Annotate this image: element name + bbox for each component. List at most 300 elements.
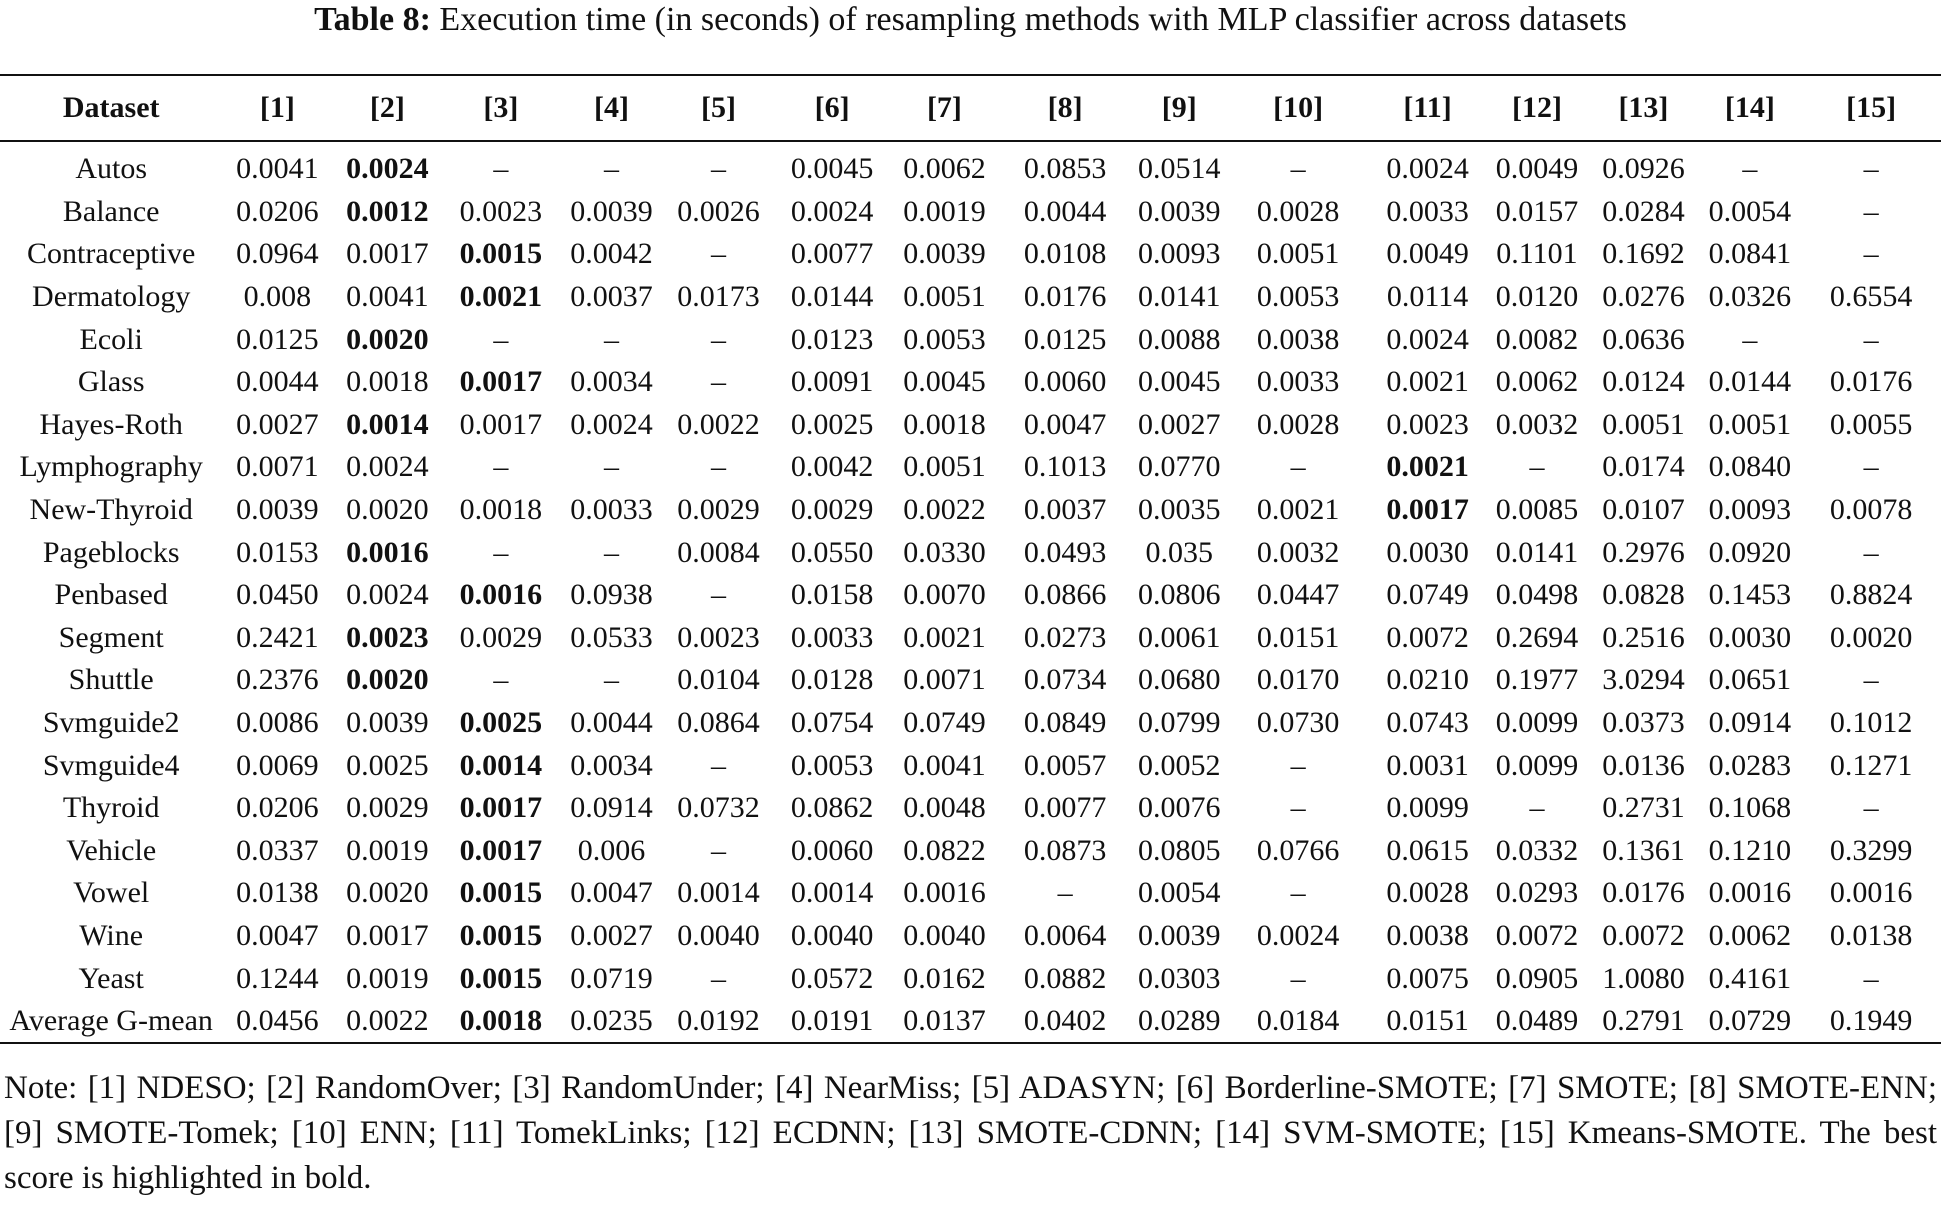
value-cell: 0.1210 <box>1708 833 1792 867</box>
value-cell: 0.0070 <box>903 578 986 612</box>
value-cell: 0.0805 <box>1137 833 1221 867</box>
value-cell: 0.0069 <box>236 748 319 782</box>
dataset-name-cell: Contraceptive <box>27 237 196 271</box>
value-cell: 0.0141 <box>1495 535 1579 569</box>
dataset-name-cell: Wine <box>79 918 144 952</box>
value-cell: 0.0615 <box>1386 833 1469 867</box>
value-cell: 0.0029 <box>459 620 543 654</box>
value-cell: 0.0014 <box>677 876 760 910</box>
value-cell: 0.0206 <box>236 791 319 825</box>
value-cell: 0.0550 <box>790 535 874 569</box>
value-cell: 0.0450 <box>236 578 319 612</box>
value-cell: 0.0055 <box>1829 407 1913 441</box>
value-cell: – <box>711 322 727 356</box>
column-header-method: [6] <box>814 91 850 124</box>
value-cell: 0.0051 <box>1256 237 1340 271</box>
value-cell: 0.0042 <box>570 237 653 271</box>
value-cell: – <box>493 663 509 697</box>
table-row <box>0 404 1941 447</box>
value-cell: 0.0029 <box>790 493 874 527</box>
value-cell: – <box>1290 748 1306 782</box>
value-cell: 0.0038 <box>1256 322 1340 356</box>
value-cell: 0.0027 <box>236 407 319 441</box>
value-cell: 0.0020 <box>346 876 429 910</box>
value-cell: 0.0680 <box>1137 663 1221 697</box>
table-row <box>0 915 1941 958</box>
dataset-name-cell: Ecoli <box>79 322 143 356</box>
value-cell: 0.0173 <box>677 280 760 314</box>
value-cell: 0.2976 <box>1602 535 1685 569</box>
value-cell: – <box>603 322 619 356</box>
table-row <box>0 702 1941 745</box>
value-cell: 0.0033 <box>1386 194 1469 228</box>
value-cell: 0.0108 <box>1023 237 1107 271</box>
value-cell: 0.0099 <box>1495 748 1579 782</box>
value-cell: 0.0125 <box>236 322 319 356</box>
value-cell: 0.0151 <box>1256 620 1340 654</box>
value-cell: 0.0037 <box>1023 493 1107 527</box>
value-cell: 0.0062 <box>1708 918 1792 952</box>
value-cell: 0.0030 <box>1708 620 1792 654</box>
value-cell: – <box>1290 152 1306 186</box>
dataset-name-cell: Penbased <box>54 578 168 612</box>
value-cell: 0.0033 <box>1256 365 1340 399</box>
value-cell: 0.0018 <box>346 365 429 399</box>
value-cell: 0.0029 <box>346 791 429 825</box>
value-cell: 0.0017 <box>346 237 429 271</box>
value-cell: 0.6554 <box>1829 280 1913 314</box>
dataset-name-cell: Yeast <box>78 961 144 995</box>
value-cell: 0.0964 <box>236 237 319 271</box>
value-cell: 0.0157 <box>1495 194 1579 228</box>
table-row <box>0 318 1941 361</box>
value-cell: 0.0060 <box>790 833 874 867</box>
value-cell: 0.2376 <box>236 663 319 697</box>
value-cell: 0.0920 <box>1708 535 1792 569</box>
value-cell: 0.0049 <box>1386 237 1469 271</box>
value-cell: 0.0402 <box>1023 1004 1107 1038</box>
value-cell: 0.0099 <box>1495 706 1579 740</box>
table-row <box>0 1000 1941 1044</box>
value-cell: 0.0019 <box>346 833 429 867</box>
value-cell: 0.1244 <box>236 961 319 995</box>
value-cell: 0.0828 <box>1602 578 1685 612</box>
value-cell: 0.0077 <box>790 237 874 271</box>
table-note: Note: [1] NDESO; [2] RandomOver; [3] RandomUnder; [4] NearMiss; [5] ADASYN; [6] Borderline-SMOTE; [7] SMOTE; [8] SMOTE-ENN; [9] SMOTE-Tomek; [10] ENN; [11] TomekLinks; [12] ECDNN; [13] SMOTE-CDNN; [14] SVM-SMOTE; [15] Kmeans-SMOTE. The best score is highlighted in bold. <box>4 1070 1937 1196</box>
value-cell: – <box>493 535 509 569</box>
value-cell: 0.0770 <box>1137 450 1221 484</box>
column-header-method: [4] <box>594 91 629 124</box>
value-cell: – <box>1863 535 1879 569</box>
value-cell: 0.0651 <box>1708 663 1792 697</box>
value-cell: 0.0051 <box>1602 407 1685 441</box>
value-cell: 0.1068 <box>1708 791 1792 825</box>
value-cell: 0.0040 <box>903 918 986 952</box>
value-cell: 0.1949 <box>1829 1004 1913 1038</box>
table-row <box>0 787 1941 830</box>
value-cell: 0.0044 <box>1023 194 1107 228</box>
value-cell: 0.0806 <box>1137 578 1221 612</box>
value-cell: 0.0749 <box>903 706 986 740</box>
value-cell: 0.0373 <box>1602 706 1685 740</box>
value-cell: 0.0174 <box>1602 450 1685 484</box>
table-header <box>0 75 1941 141</box>
value-cell: 0.0037 <box>570 280 653 314</box>
value-cell: 0.0730 <box>1256 706 1340 740</box>
value-cell: 0.0085 <box>1495 493 1579 527</box>
value-cell: 0.0048 <box>903 791 986 825</box>
column-header-method: [9] <box>1161 91 1197 124</box>
value-cell: – <box>1742 152 1758 186</box>
value-cell: – <box>1863 152 1879 186</box>
column-header-method: [8] <box>1047 91 1083 124</box>
value-cell: 0.0012 <box>346 194 429 228</box>
value-cell: 0.0019 <box>346 961 429 995</box>
value-cell: 0.8824 <box>1829 578 1913 612</box>
value-cell: 0.0905 <box>1495 961 1579 995</box>
value-cell: 0.0088 <box>1137 322 1221 356</box>
value-cell: 0.0044 <box>236 365 319 399</box>
value-cell: 0.1012 <box>1829 706 1913 740</box>
value-cell: 0.0047 <box>236 918 319 952</box>
value-cell: 0.0028 <box>1256 194 1340 228</box>
value-cell: 0.0138 <box>236 876 319 910</box>
table-row <box>0 446 1941 489</box>
table-row <box>0 531 1941 574</box>
value-cell: 0.1013 <box>1023 450 1107 484</box>
value-cell: 0.0023 <box>346 620 429 654</box>
value-cell: 0.0144 <box>790 280 874 314</box>
value-cell: 0.0456 <box>236 1004 319 1038</box>
value-cell: 0.0022 <box>346 1004 429 1038</box>
value-cell: 0.0038 <box>1386 918 1469 952</box>
value-cell: 0.0337 <box>236 833 319 867</box>
value-cell: – <box>1290 791 1306 825</box>
value-cell: 0.0017 <box>346 918 429 952</box>
value-cell: 0.0882 <box>1023 961 1107 995</box>
dataset-name-cell: Thyroid <box>62 791 160 825</box>
value-cell: 0.0024 <box>1386 152 1469 186</box>
value-cell: 0.0853 <box>1023 152 1107 186</box>
value-cell: 0.2516 <box>1602 620 1685 654</box>
value-cell: 0.0044 <box>570 706 653 740</box>
value-cell: 0.0020 <box>1829 620 1913 654</box>
value-cell: 0.0025 <box>346 748 429 782</box>
value-cell: – <box>1290 876 1306 910</box>
value-cell: 0.0062 <box>903 152 986 186</box>
value-cell: 0.0039 <box>570 194 653 228</box>
value-cell: 0.0014 <box>790 876 874 910</box>
value-cell: 0.0514 <box>1137 152 1221 186</box>
value-cell: – <box>1863 194 1879 228</box>
value-cell: 0.1453 <box>1708 578 1792 612</box>
value-cell: 0.0086 <box>236 706 319 740</box>
dataset-name-cell: Pageblocks <box>42 535 180 569</box>
value-cell: 0.0093 <box>1708 493 1792 527</box>
value-cell: 0.008 <box>243 280 312 314</box>
value-cell: – <box>711 450 727 484</box>
value-cell: – <box>711 237 727 271</box>
dataset-name-cell: Dermatology <box>32 280 191 314</box>
value-cell: 0.0071 <box>236 450 319 484</box>
value-cell: 0.0024 <box>346 152 429 186</box>
value-cell: 0.0078 <box>1829 493 1913 527</box>
table-row <box>0 233 1941 276</box>
value-cell: 0.0035 <box>1137 493 1221 527</box>
value-cell: 0.0084 <box>677 535 760 569</box>
value-cell: 0.0332 <box>1495 833 1579 867</box>
value-cell: 0.0047 <box>570 876 653 910</box>
value-cell: 0.0017 <box>459 407 543 441</box>
value-cell: 0.0144 <box>1708 365 1792 399</box>
value-cell: 0.0864 <box>677 706 760 740</box>
value-cell: 0.0015 <box>459 237 543 271</box>
value-cell: 0.0032 <box>1256 535 1340 569</box>
value-cell: 0.0053 <box>790 748 874 782</box>
value-cell: – <box>1863 237 1879 271</box>
value-cell: 0.0049 <box>1495 152 1579 186</box>
table-row <box>0 872 1941 915</box>
value-cell: 0.0024 <box>1386 322 1469 356</box>
value-cell: 0.0636 <box>1602 322 1685 356</box>
value-cell: 0.0153 <box>236 535 319 569</box>
value-cell: – <box>711 578 727 612</box>
value-cell: 0.2694 <box>1495 620 1579 654</box>
column-header-method: [12] <box>1512 91 1562 124</box>
value-cell: 0.0289 <box>1137 1004 1221 1038</box>
value-cell: 0.0120 <box>1495 280 1579 314</box>
dataset-name-cell: Svmguide2 <box>42 706 180 740</box>
column-header-dataset: Dataset <box>62 91 160 124</box>
value-cell: 0.0018 <box>459 1004 543 1038</box>
table-row <box>0 574 1941 617</box>
value-cell: 0.0021 <box>1386 365 1469 399</box>
value-cell: 0.0061 <box>1137 620 1221 654</box>
value-cell: 0.0938 <box>570 578 653 612</box>
value-cell: 0.0023 <box>1386 407 1469 441</box>
value-cell: – <box>1863 663 1879 697</box>
value-cell: 0.0093 <box>1137 237 1221 271</box>
value-cell: 0.0021 <box>1386 450 1469 484</box>
table-body <box>0 141 1941 1043</box>
value-cell: 0.0052 <box>1137 748 1221 782</box>
value-cell: 0.0082 <box>1495 322 1579 356</box>
value-cell: 0.035 <box>1145 535 1213 569</box>
value-cell: 0.0210 <box>1386 663 1469 697</box>
value-cell: 0.0447 <box>1256 578 1340 612</box>
value-cell: – <box>1529 450 1545 484</box>
value-cell: 0.0039 <box>346 706 429 740</box>
value-cell: 0.0045 <box>903 365 986 399</box>
value-cell: 0.0015 <box>459 918 543 952</box>
value-cell: 0.0053 <box>1256 280 1340 314</box>
table-row <box>0 957 1941 1000</box>
table-row <box>0 141 1941 191</box>
value-cell: 0.0054 <box>1708 194 1792 228</box>
value-cell: 0.0914 <box>1708 706 1792 740</box>
value-cell: 0.0136 <box>1602 748 1685 782</box>
value-cell: – <box>1290 450 1306 484</box>
value-cell: 0.1271 <box>1829 748 1913 782</box>
value-cell: 0.0016 <box>1829 876 1913 910</box>
value-cell: – <box>1863 961 1879 995</box>
dataset-name-cell: Glass <box>77 365 145 399</box>
value-cell: 0.0032 <box>1495 407 1579 441</box>
value-cell: 0.0729 <box>1708 1004 1792 1038</box>
caption-text: Execution time (in seconds) of resampling methods with MLP classifier across datasets <box>439 1 1627 38</box>
value-cell: 0.0039 <box>236 493 319 527</box>
value-cell: 0.0072 <box>1386 620 1469 654</box>
value-cell: 0.0873 <box>1023 833 1107 867</box>
value-cell: 0.0016 <box>459 578 543 612</box>
table-row <box>0 489 1941 532</box>
dataset-name-cell: Svmguide4 <box>42 748 180 782</box>
value-cell: 0.0027 <box>570 918 653 952</box>
results-table-container <box>0 74 1941 1044</box>
column-header-method: [7] <box>926 91 962 124</box>
value-cell: 0.0107 <box>1602 493 1685 527</box>
value-cell: 0.0493 <box>1023 535 1107 569</box>
table-row <box>0 361 1941 404</box>
value-cell: 0.0051 <box>903 450 986 484</box>
value-cell: 0.0124 <box>1602 365 1685 399</box>
value-cell: 0.0330 <box>903 535 986 569</box>
column-header-method: [1] <box>259 91 295 124</box>
value-cell: 0.0192 <box>677 1004 760 1038</box>
value-cell: 0.0028 <box>1256 407 1340 441</box>
table-caption <box>0 0 1941 44</box>
value-cell: – <box>1863 322 1879 356</box>
value-cell: 0.0191 <box>790 1004 874 1038</box>
value-cell: 0.0020 <box>346 493 429 527</box>
value-cell: 0.0024 <box>570 407 653 441</box>
value-cell: 0.0075 <box>1386 961 1469 995</box>
value-cell: 0.1361 <box>1602 833 1685 867</box>
value-cell: 0.0137 <box>903 1004 986 1038</box>
value-cell: 0.0071 <box>903 663 986 697</box>
dataset-name-cell: Shuttle <box>68 663 154 697</box>
value-cell: – <box>603 535 619 569</box>
value-cell: 0.0017 <box>459 791 543 825</box>
dataset-name-cell: Balance <box>62 194 160 228</box>
value-cell: 0.0034 <box>570 365 653 399</box>
value-cell: 0.0040 <box>677 918 760 952</box>
value-cell: 0.0498 <box>1495 578 1579 612</box>
value-cell: 0.0024 <box>346 450 429 484</box>
value-cell: 0.0045 <box>1137 365 1221 399</box>
value-cell: 0.0719 <box>570 961 653 995</box>
value-cell: 0.0029 <box>677 493 760 527</box>
value-cell: 0.0023 <box>459 194 543 228</box>
value-cell: – <box>711 961 727 995</box>
value-cell: 0.0028 <box>1386 876 1469 910</box>
results-table <box>0 74 1941 1044</box>
table-row <box>0 659 1941 702</box>
column-header-method: [5] <box>701 91 737 124</box>
value-cell: 0.0014 <box>459 748 543 782</box>
value-cell: 0.0051 <box>1708 407 1792 441</box>
value-cell: 0.0040 <box>790 918 874 952</box>
value-cell: 0.0914 <box>570 791 653 825</box>
header-row <box>0 75 1941 141</box>
value-cell: 0.0024 <box>1256 918 1340 952</box>
value-cell: 0.0284 <box>1602 194 1685 228</box>
value-cell: 0.0533 <box>570 620 653 654</box>
value-cell: 0.0235 <box>570 1004 653 1038</box>
value-cell: 0.1101 <box>1496 237 1578 271</box>
value-cell: 0.0849 <box>1023 706 1107 740</box>
value-cell: 0.0031 <box>1386 748 1469 782</box>
value-cell: 0.0076 <box>1137 791 1221 825</box>
value-cell: – <box>493 322 509 356</box>
value-cell: 0.0022 <box>677 407 760 441</box>
value-cell: 0.0047 <box>1023 407 1107 441</box>
value-cell: 0.0072 <box>1602 918 1685 952</box>
value-cell: 0.0021 <box>903 620 986 654</box>
value-cell: 0.0034 <box>570 748 653 782</box>
value-cell: 0.0016 <box>346 535 429 569</box>
dataset-name-cell: Vehicle <box>66 833 157 867</box>
value-cell: 0.0039 <box>1137 918 1221 952</box>
value-cell: – <box>603 152 619 186</box>
table-row <box>0 617 1941 660</box>
value-cell: 0.0743 <box>1386 706 1469 740</box>
value-cell: 0.0051 <box>903 280 986 314</box>
value-cell: 0.0062 <box>1495 365 1579 399</box>
value-cell: 0.0027 <box>1137 407 1221 441</box>
value-cell: 0.0064 <box>1023 918 1107 952</box>
value-cell: 0.0766 <box>1256 833 1340 867</box>
value-cell: 0.0072 <box>1495 918 1579 952</box>
value-cell: 0.0170 <box>1256 663 1340 697</box>
value-cell: 0.0030 <box>1386 535 1469 569</box>
value-cell: 0.0572 <box>790 961 874 995</box>
column-header-method: [3] <box>483 91 519 124</box>
value-cell: 0.0206 <box>236 194 319 228</box>
value-cell: – <box>1057 876 1073 910</box>
value-cell: 0.0138 <box>1829 918 1913 952</box>
value-cell: 0.0053 <box>903 322 986 356</box>
value-cell: 3.0294 <box>1602 663 1685 697</box>
value-cell: 0.0104 <box>677 663 760 697</box>
value-cell: 0.0020 <box>346 663 429 697</box>
value-cell: – <box>1742 322 1758 356</box>
value-cell: – <box>1290 961 1306 995</box>
value-cell: 0.0017 <box>1386 493 1469 527</box>
value-cell: 0.0176 <box>1829 365 1913 399</box>
value-cell: 0.0128 <box>790 663 874 697</box>
value-cell: 0.1692 <box>1602 237 1685 271</box>
caption-label: Table 8: <box>314 1 431 38</box>
value-cell: 0.0021 <box>459 280 543 314</box>
value-cell: 0.0822 <box>903 833 986 867</box>
dataset-name-cell: Vowel <box>73 876 150 910</box>
value-cell: 0.0016 <box>1708 876 1792 910</box>
table-row <box>0 744 1941 787</box>
column-header-method: [14] <box>1724 91 1775 124</box>
column-header-method: [13] <box>1618 91 1669 124</box>
value-cell: 0.0125 <box>1023 322 1107 356</box>
value-cell: – <box>493 152 509 186</box>
value-cell: 0.0926 <box>1602 152 1685 186</box>
value-cell: 0.0033 <box>570 493 653 527</box>
value-cell: 0.0077 <box>1023 791 1107 825</box>
value-cell: 0.0176 <box>1023 280 1107 314</box>
value-cell: 0.0019 <box>903 194 986 228</box>
value-cell: 0.0091 <box>790 365 874 399</box>
value-cell: 0.0799 <box>1137 706 1221 740</box>
value-cell: 0.0151 <box>1386 1004 1469 1038</box>
